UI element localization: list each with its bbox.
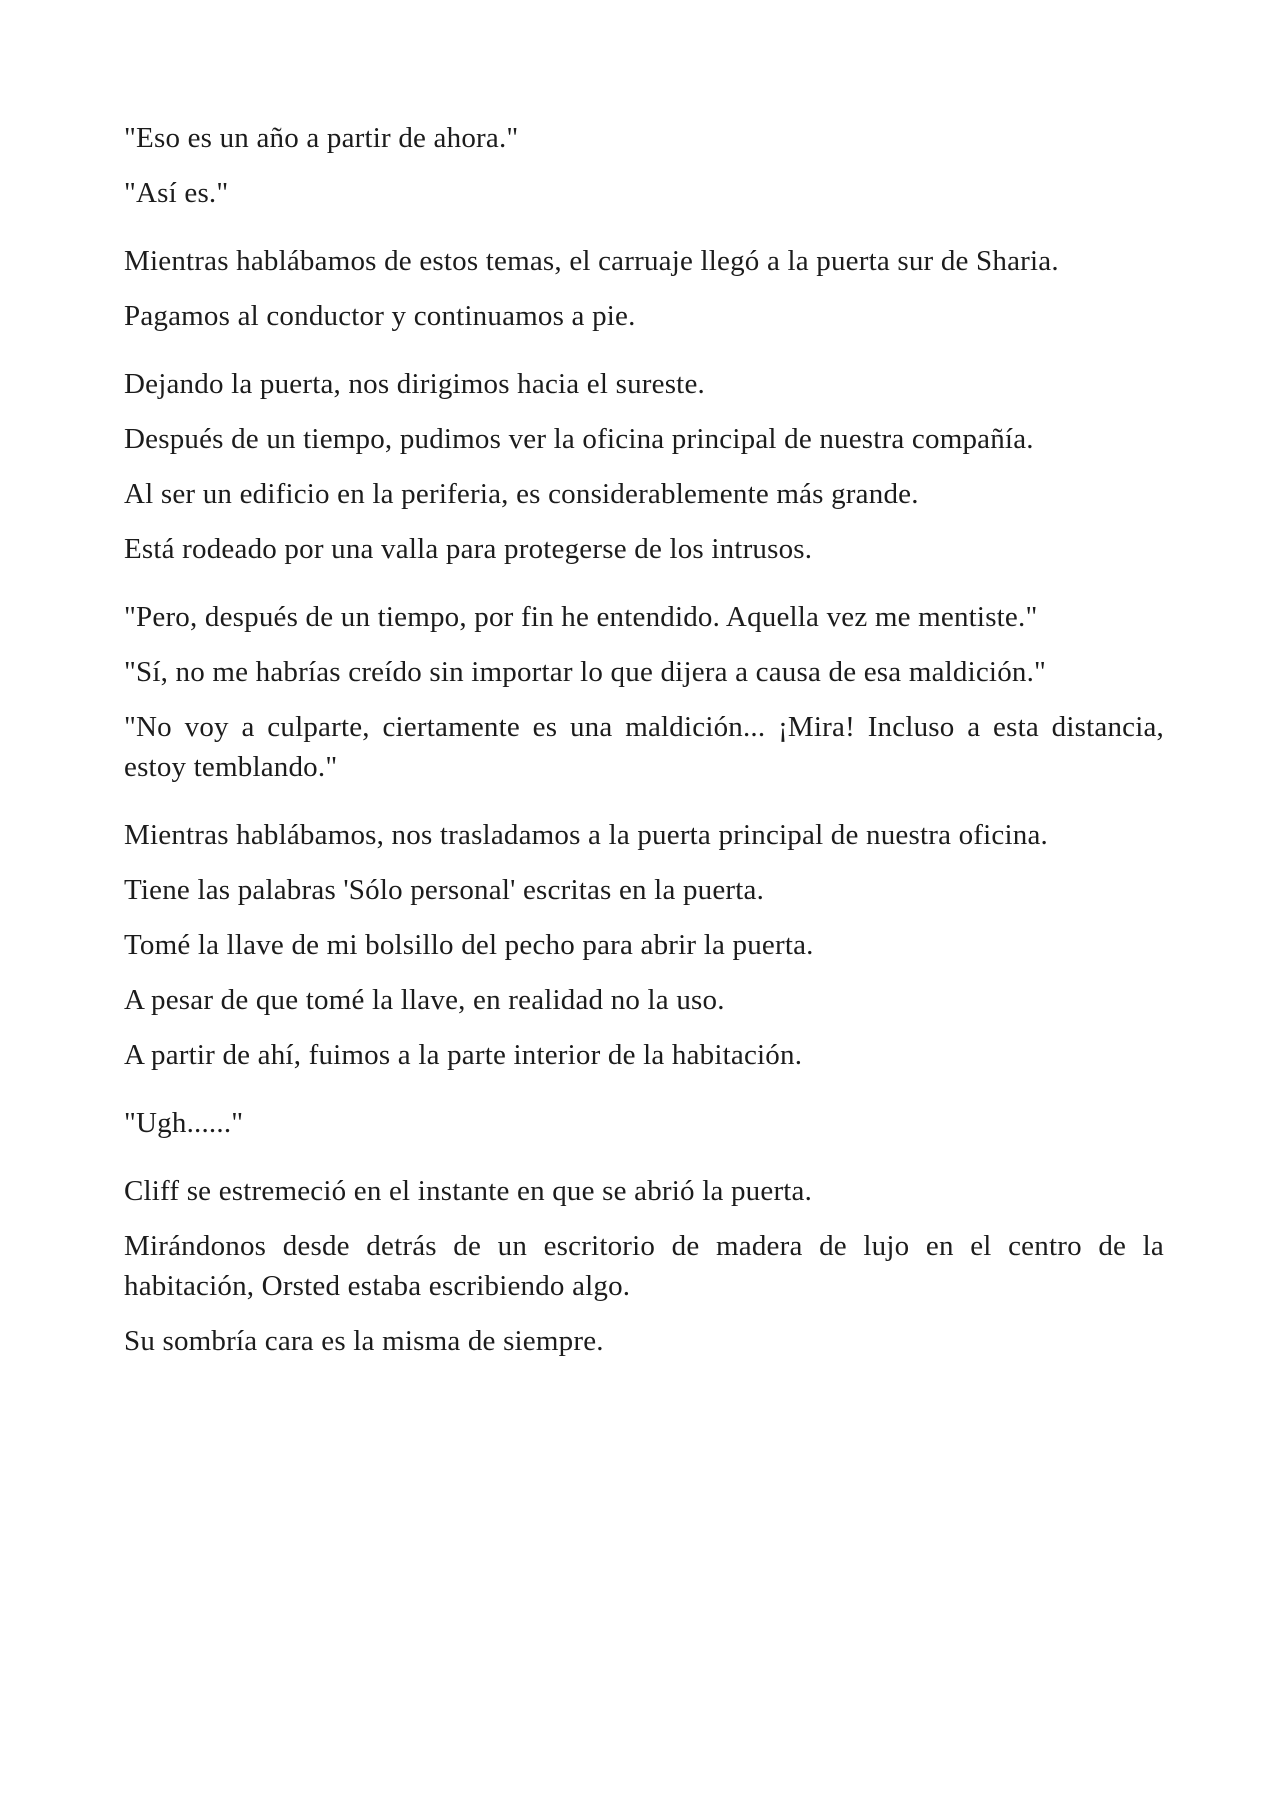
paragraph: Cliff se estremeció en el instante en que se abrió la puerta. bbox=[124, 1175, 813, 1207]
paragraph: Mientras hablábamos, nos trasladamos a la puerta principal de nuestra oficina. bbox=[124, 819, 1048, 851]
paragraph: Está rodeado por una valla para protegerse de los intrusos. bbox=[124, 533, 813, 565]
paragraph: Mientras hablábamos de estos temas, el carruaje llegó a la puerta sur de Sharia. bbox=[124, 245, 1059, 277]
paragraph: Después de un tiempo, pudimos ver la oficina principal de nuestra compañía. bbox=[124, 423, 1034, 455]
paragraph: "Pero, después de un tiempo, por fin he entendido. Aquella vez me mentiste." bbox=[124, 601, 1038, 633]
paragraph: Tiene las palabras 'Sólo personal' escritas en la puerta. bbox=[124, 874, 765, 906]
text-block-2 bbox=[124, 241, 1164, 336]
text-block-7 bbox=[124, 1171, 1164, 1361]
text-block-4 bbox=[124, 597, 1164, 787]
paragraph: "Ugh......" bbox=[124, 1107, 244, 1139]
paragraph: Su sombría cara es la misma de siempre. bbox=[124, 1325, 604, 1357]
paragraph: "Así es." bbox=[124, 177, 229, 209]
paragraph: A pesar de que tomé la llave, en realidad no la uso. bbox=[124, 984, 725, 1016]
paragraph: Tomé la llave de mi bolsillo del pecho para abrir la puerta. bbox=[124, 929, 814, 961]
paragraph: Dejando la puerta, nos dirigimos hacia el sureste. bbox=[124, 368, 705, 400]
text-block-1 bbox=[124, 118, 1164, 213]
paragraph: "Sí, no me habrías creído sin importar lo que dijera a causa de esa maldición." bbox=[124, 656, 1047, 688]
text-block-6 bbox=[124, 1103, 1164, 1143]
paragraph: "No voy a culparte, ciertamente es una maldición... ¡Mira! Incluso a esta distancia, estoy temblando." bbox=[124, 711, 1164, 783]
paragraph: Pagamos al conductor y continuamos a pie. bbox=[124, 300, 636, 332]
text-block-5 bbox=[124, 815, 1164, 1075]
text-block-3 bbox=[124, 364, 1164, 569]
paragraph: Mirándonos desde detrás de un escritorio de madera de lujo en el centro de la habitación, Orsted estaba escribiendo algo. bbox=[124, 1230, 1164, 1302]
paragraph: A partir de ahí, fuimos a la parte interior de la habitación. bbox=[124, 1039, 803, 1071]
document-page bbox=[124, 118, 1164, 1389]
paragraph: "Eso es un año a partir de ahora." bbox=[124, 122, 519, 154]
paragraph: Al ser un edificio en la periferia, es considerablemente más grande. bbox=[124, 478, 919, 510]
